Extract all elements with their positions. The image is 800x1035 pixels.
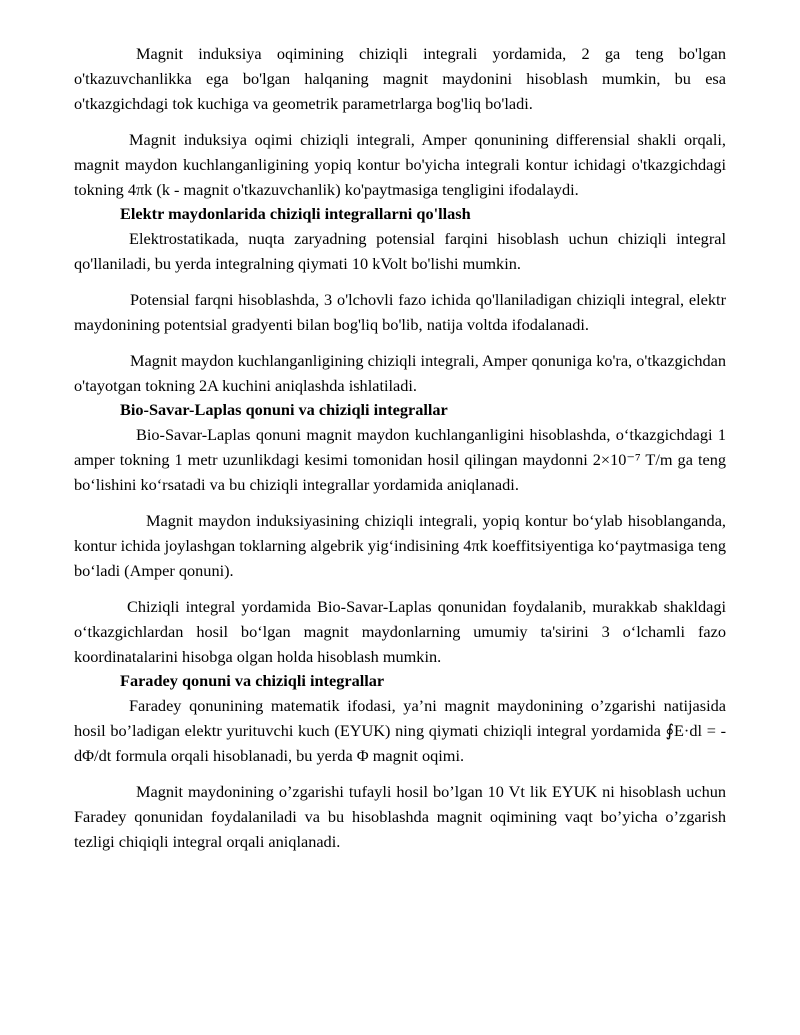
paragraph-magnetic-flux-ring: Magnit induksiya oqimining chiziqli integrali yordamida, 2 ga teng bo'lgan o'tkazuvchanlikka ega bo'lgan halqaning magnit maydonini hisoblash mumkin, bu esa o'tkazgichdagi tok kuchiga va geometrik parametrlarga bog'liq bo'ladi. (74, 44, 726, 113)
section-heading-biot-savart: Bio-Savar-Laplas qonuni va chiziqli integrallar (120, 400, 448, 419)
paragraph-potential-difference: Potensial farqni hisoblashda, 3 o'lchovli fazo ichida qo'llaniladigan chiziqli integral, elektr maydonining potentsial gradyenti bilan bog'liq bo'lib, natija voltda ifodalanadi. (74, 290, 726, 334)
paragraph-biot-savart-field: Bio-Savar-Laplas qonuni magnit maydon kuchlanganligini hisoblashda, o‘tkazgichdagi 1 amper tokning 1 metr uzunlikdagi kesimi tomonidan hosil qilingan maydonni 2×10⁻⁷ T/m ga teng bo‘lishini ko‘rsatadi va bu chiziqli integrallar yordamida aniqlanadi. (74, 425, 726, 494)
paragraph-faraday-emf: Magnit maydonining o’zgarishi tufayli hosil bo’lgan 10 Vt lik EYUK ni hisoblash uchun Faradey qonunidan foydalaniladi va bu hisoblashda magnit oqimining vaqt bo’yicha o’zgarish tezligi chiqiqli integral orqali aniqlanadi. (74, 782, 726, 851)
section-heading-faraday: Faradey qonuni va chiziqli integrallar (120, 671, 385, 690)
paragraph-closed-contour: Magnit maydon induksiyasining chiziqli integrali, yopiq kontur bo‘ylab hisoblanganda, kontur ichida joylashgan toklarning algebrik yig‘indisining 4πk koeffitsiyentiga ko‘paytmasiga teng bo‘ladi (Amper qonuni). (74, 511, 726, 580)
paragraph-complex-conductors: Chiziqli integral yordamida Bio-Savar-Laplas qonunidan foydalanib, murakkab shakldagi o‘tkazgichlardan hosil bo‘lgan magnit maydonlarning umumiy ta'sirini 3 o‘lchamli fazo koordinatalarini hisobga olgan holda hisoblash mumkin. (74, 597, 726, 666)
paragraph-ampere-2a: Magnit maydon kuchlanganligining chiziqli integrali, Amper qonuniga ko'ra, o'tkazgichdan o'tayotgan tokning 2A kuchini aniqlashda ishlatiladi. (74, 351, 726, 395)
paragraph-ampere-differential: Magnit induksiya oqimi chiziqli integrali, Amper qonunining differensial shakli orqali, magnit maydon kuchlanganligining yopiq kontur bo'yicha integrali kontur ichidagi o'tkazgichdagi tokning 4πk (k - magnit o'tkazuvchanlik) ko'paytmasiga tengligini ifodalaydi. (74, 130, 726, 199)
document-page (74, 41, 726, 854)
paragraph-faraday-formula: Faradey qonunining matematik ifodasi, ya’ni magnit maydonining o’zgarishi natijasida hosil bo’ladigan elektr yurituvchi kuch (EYUK) ning qiymati chiziqli integral yordamida ∮E·dl = -dΦ/dt formula orqali hisoblanadi, bu yerda Φ magnit oqimi. (74, 696, 726, 765)
section-heading-electric-fields: Elektr maydonlarida chiziqli integrallarni qo'llash (120, 204, 471, 223)
paragraph-electrostatics: Elektrostatikada, nuqta zaryadning potensial farqini hisoblash uchun chiziqli integral qo'llaniladi, bu yerda integralning qiymati 10 kVolt bo'lishi mumkin. (74, 229, 726, 273)
